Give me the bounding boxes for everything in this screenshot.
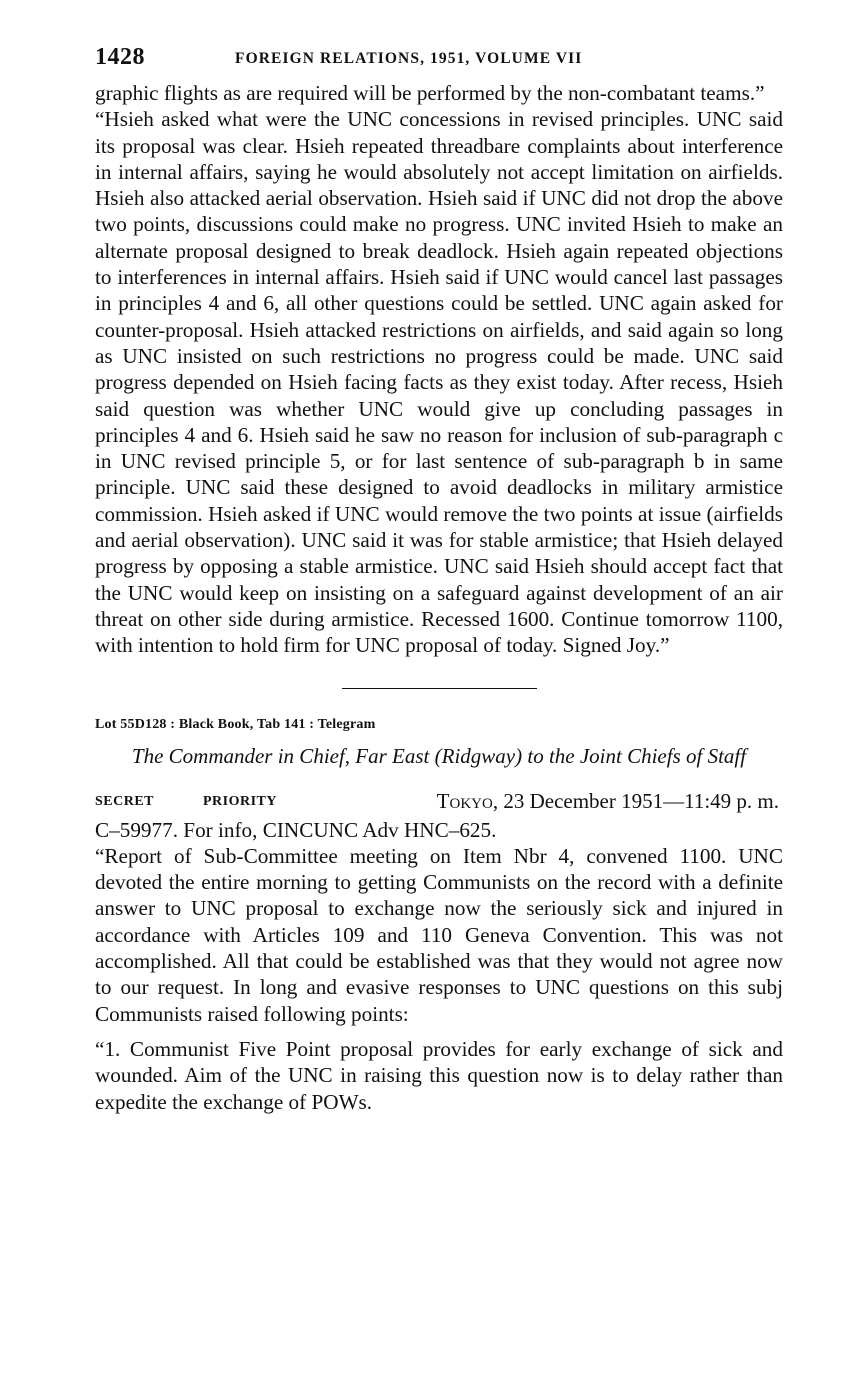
dateline [95,789,783,817]
report-paragraph: “Hsieh asked what were the UNC concessions in revised principles. UNC said its proposal was clear. Hsieh repeated threadbare complaints about interference in internal affairs, saying he would absolutely not accept limitation on airfields. Hsieh also attacked aerial observation. Hsieh said if UNC did not drop the above two points, discussions could make no progress. UNC invited Hsieh to make an alternate proposal designed to break deadlock. Hsieh again repeated objections to interferences in internal affairs. Hsieh said if UNC would cancel last passages in principles 4 and 6, all other questions could be settled. UNC again asked for counter-proposal. Hsieh attacked restrictions on airfields, and said again so long as UNC insisted on such restrictions no progress could be made. UNC said progress depended on Hsieh facing facts as they exist today. After recess, Hsieh said question was whether UNC would give up concluding passages in principles 4 and 6. Hsieh said he saw no reason for inclusion of sub-paragraph c in UNC revised principle 5, or for last sentence of sub-paragraph b in same principle. UNC said these designed to avoid deadlocks in military armistice commission. Hsieh asked if UNC would remove the two points at issue (airfields and aerial observation). UNC said it was for stable armistice; that Hsieh delayed progress by opposing a stable armistice. UNC said Hsieh should accept fact that the UNC would keep on insisting on a safeguard against development of an air threat on other side during armistice. Recessed 1600. Continue tomorrow 1100, with intention to hold firm for UNC proposal of today. Signed Joy.” [95,107,783,658]
classification-label: SECRET [95,793,155,809]
place-date [437,789,779,814]
continued-paragraph: graphic flights as are required will be performed by the non-combatant teams.” [95,81,765,105]
document-page [95,40,783,1115]
running-head [95,40,783,80]
document-title: The Commander in Chief, Far East (Ridgway) to the Joint Chiefs of Staff [131,743,747,768]
section-divider [342,688,537,689]
place: Tokyo [436,788,493,813]
precedence-label: PRIORITY [203,793,278,809]
date: , 23 December 1951—11:49 p. m. [492,788,779,813]
telegram-paragraph: “Report of Sub-Committee meeting on Item Nbr 4, convened 1100. UNC devoted the entire morning to getting Communists on the record with a definite answer to UNC proposal to exchange now the seriously sick and injured in accordance with Articles 109 and 110 Geneva Convention. This was not accomplished. All that could be established was that they would not agree now to our request. In long and evasive responses to UNC questions on this subj Communists raised following points: [95,843,783,1026]
spacer [95,1027,783,1036]
quoted-point-1: “1. Communist Five Point proposal provides for early exchange of sick and wounded. Aim of the UNC in raising this question now is to delay rather than expedite the exchange of POWs. [95,1036,783,1114]
running-title: FOREIGN RELATIONS, 1951, VOLUME VII [235,50,583,67]
page-number: 1428 [95,44,145,70]
source-citation: Lot 55D128 : Black Book, Tab 141 : Telegram [95,716,376,732]
reference-line: C–59977. For info, CINCUNC Adv HNC–625. [95,817,497,842]
